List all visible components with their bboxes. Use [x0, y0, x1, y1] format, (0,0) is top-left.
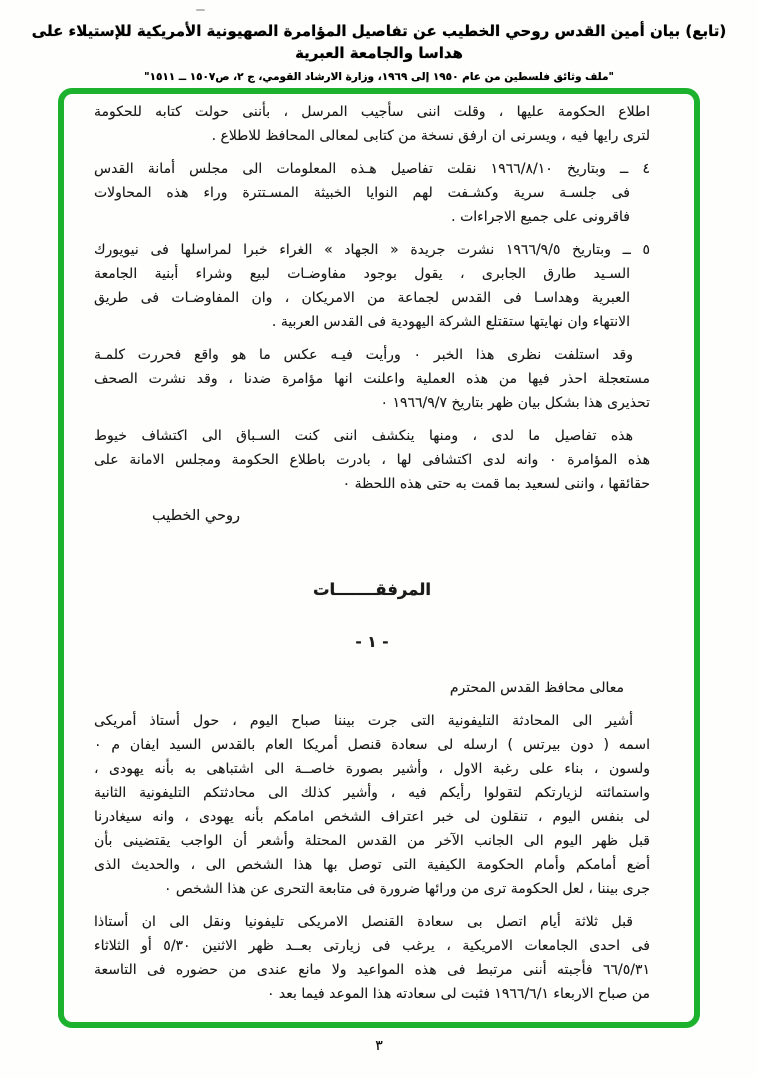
text-line: هذه المؤامرة ٠ وانه لدى اكتشافى لها ، بادرت باطلاع الحكومة ومجلس الامانة على [94, 452, 650, 468]
text-line: - ١ - [355, 633, 389, 651]
text-line: هذه تفاصيل ما لدى ، ومنها ينكشف اننى كنت السـباق الى اكتشاف خيوط [94, 428, 633, 444]
text-line: معالى محافظ القدس المحترم [449, 680, 624, 696]
text-line: قبل ظهر اليوم الى الجانب الآخر من القدس المحتلة وأشعر أن الواجب يقتضينى بأن [94, 833, 650, 849]
text-line: تحذيرى هذا بشكل بيان ظهر بتاريخ ١٩٦٦/٩/٧ ٠ [380, 395, 650, 411]
text-line: أضع أمامكم وأمام الحكومة الكيفية التى توصل بها هذا الشخص الى ، والحديث الذى [94, 857, 650, 873]
document-source-citation: "ملف وثائق فلسطين من عام ١٩٥٠ إلى ١٩٦٩، وزارة الارشاد القومي، ج ٢، ص١٥٠٧ ــ ١٥١١" [144, 71, 614, 83]
text-line: أشير الى المحادثة التليفونية التى جرت بيننا صباح اليوم ، حول أستاذ أمريكى [94, 713, 633, 729]
text-line: العبرية وهداسـا فى القدس لجماعة من الامريكان ، وان المفاوضـات فى طريق [94, 290, 630, 306]
paragraph-indented [94, 424, 650, 496]
document-title: (تابع) بيان أمين القدس روحي الخطيب عن تفاصيل المؤامرة الصهيونية الأمريكية للإستيلاء على هداسا والجامعة العبرية [31, 22, 727, 62]
text-line: فاقرونى على جميع الاجراءات . [451, 209, 630, 225]
text-line: فى احدى الجامعات الامريكية ، يرغب فى زيارتى بعــد ظهر الاثنين ٥/٣٠ أو الثلاثاء [94, 938, 651, 954]
text-line: لترى رايها فيه ، ويسرنى ان ارفق نسخة من كتابى لمعالى المحافظ للاطلاع . [211, 128, 650, 144]
text-line: ٥ ــ وبتاريخ ١٩٦٦/٩/٥ نشرت جريدة « الجهاد » الغراء خبرا لمراسلها فى نيويورك [94, 242, 650, 258]
paragraph-indented [94, 910, 650, 1006]
text-line: حقائقها ، واننى لسعيد بما قمت به حتى هذه اللحظة ٠ [342, 476, 650, 492]
paragraph-subnumber [94, 630, 650, 654]
text-line: ٤ ــ وبتاريخ ١٩٦٦/٨/١٠ نقلت تفاصيل هـذه المعلومات الى مجلس أمانة القدس [94, 161, 650, 177]
paragraph-numbered [94, 157, 650, 229]
paragraph-indented [94, 709, 650, 901]
text-line: ولسون ، بناء على رغبة الاول ، وأشير بصورة خاصــة الى اشتباهى به بأنه يهودى ، [94, 761, 650, 777]
text-line: جرى بيننا ، لعل الحكومة ترى من ورائها ضرورة فى متابعة التحرى عن هذا الشخص ٠ [163, 881, 650, 897]
page-number: ٣ [375, 1038, 383, 1054]
text-line: المرفقـــــــات [312, 580, 432, 599]
paragraph-salutation [94, 676, 650, 700]
text-line: اطلاع الحكومة عليها ، وقلت اننى سأجيب المرسل ، بأننى حولت كتابه للحكومة [94, 104, 650, 120]
paragraph-continuation [94, 100, 650, 148]
document-body [64, 94, 694, 1006]
text-line: واستمائته لزيارتكم لتقولوا رأيكم فيه ، وأشير كذلك الى محادثتكم التليفونية الثانية [94, 785, 650, 801]
paragraph-signature [94, 504, 650, 528]
text-line: ٦٦/٥/٣١ فأجبته أننى مرتبط فى هذه المواعيد ولا مانع عندى من حضوره فى التاسعة [94, 962, 650, 978]
text-line: من صباح الاربعاء ١٩٦٦/٦/١ فثبت لى سعادته هذا الموعد فيما بعد ٠ [266, 986, 650, 1002]
text-line: السـيد طارق الجابرى ، يقول بوجود مفاوضـات لبيع وشراء أبنية الجامعة [94, 266, 630, 282]
text-line: وقد استلفت نظرى هذا الخبر ٠ ورأيت فيـه عكس ما هو واقع فحررت كلمـة [94, 347, 634, 363]
stray-ink-mark [196, 9, 205, 11]
paragraph-heading [94, 576, 650, 604]
text-line: قبل ثلاثة أيام اتصل بى سعادة القنصل الامريكى تليفونيا ونقل الى ان أستاذا [94, 914, 633, 930]
paragraph-numbered [94, 238, 650, 334]
paragraph-indented [94, 343, 650, 415]
text-line: فى جلسـة سرية وكشـفت لهم النوايا الخبيثة المسـتترة وراء هذه المحاولات [94, 185, 630, 201]
green-highlight-frame [58, 88, 700, 1028]
text-line: اسمه ( دون بيرتس ) ارسله لى سعادة قنصل أمريكا العام بالقدس السيد ايفان م ٠ [94, 737, 650, 753]
text-line: الانتهاء وان نهايتها ستقتلع الشركة اليهودية فى القدس العربية . [271, 314, 630, 330]
text-line: مستعجلة احذر فيها من هذه العملية واعلنت انها مؤامرة ضدنا ، وقد نشرت الصحف [94, 371, 650, 387]
text-line: لى بنفس اليوم ، تنقلون لى خبر اعتراف الشخص امامكم بأنه يهودى ، وانه سيغادرنا [94, 809, 650, 825]
text-line: روحي الخطيب [152, 508, 240, 524]
document-header [0, 20, 758, 83]
